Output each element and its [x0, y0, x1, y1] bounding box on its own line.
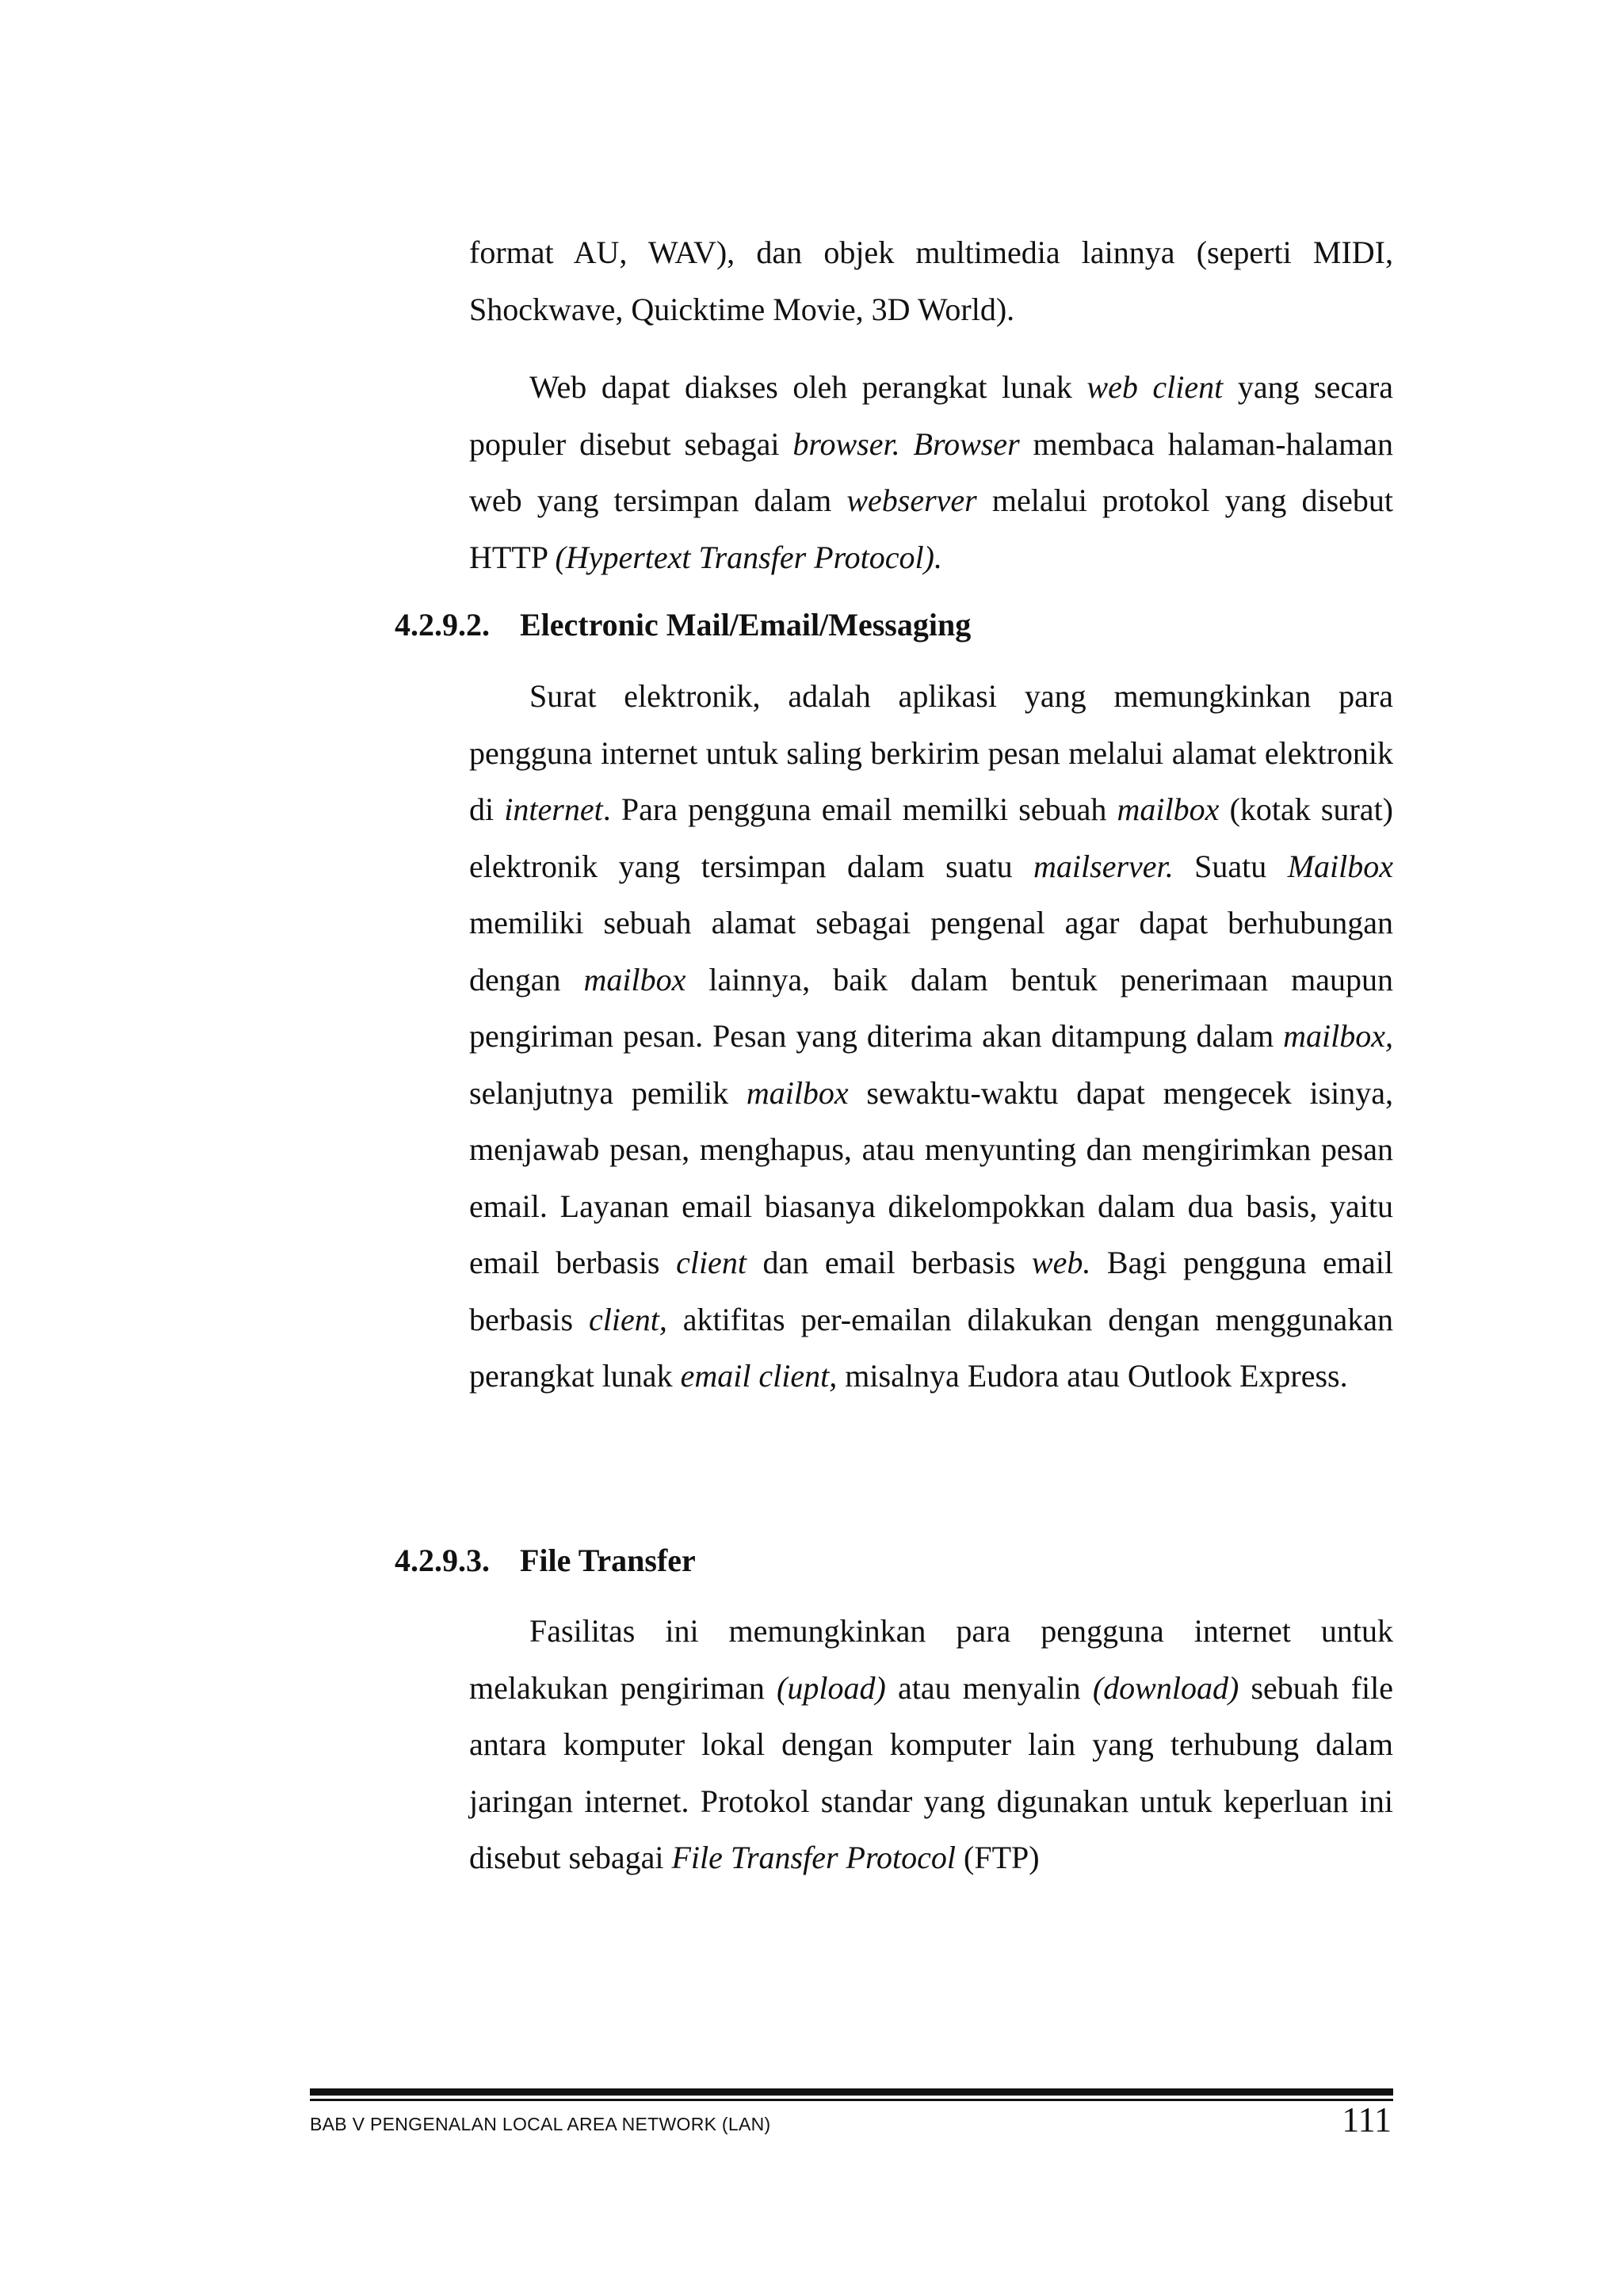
footer-chapter-title: BAB V PENGENALAN LOCAL AREA NETWORK (LAN)	[310, 2114, 771, 2134]
heading-number: 4.2.9.3.	[395, 1543, 490, 1578]
paragraph-web: Web dapat diakses oleh perangkat lunak web client yang secara populer disebut sebagai browser. Browser membaca halaman-halaman web yang tersimpan dalam webserver melalui protokol yang disebut HTTP (Hypertext Transfer Protocol).	[469, 369, 1394, 575]
heading-number: 4.2.9.2.	[395, 607, 490, 643]
paragraph-email: Surat elektronik, adalah aplikasi yang memungkinkan para pengguna internet untuk saling berkirim pesan melalui alamat elektronik di internet. Para pengguna email memilki sebuah mailbox (kotak surat) elektronik yang tersimpan dalam suatu mailserver. Suatu Mailbox memiliki sebuah alamat sebagai pengenal agar dapat berhubungan dengan mailbox lainnya, baik dalam bentuk penerimaan maupun pengiriman pesan. Pesan yang diterima akan ditampung dalam mailbox, selanjutnya pemilik mailbox sewaktu-waktu dapat mengecek isinya, menjawab pesan, menghapus, atau menyunting dan mengirimkan pesan email. Layanan email biasanya dikelompokkan dalam dua basis, yaitu email berbasis client dan email berbasis web. Bagi pengguna email berbasis client, aktifitas per-emailan dilakukan dengan menggunakan perangkat lunak email client, misalnya Eudora atau Outlook Express.	[469, 678, 1393, 1394]
page-number: 111	[1342, 2100, 1392, 2139]
footer-rule-thick	[310, 2088, 1393, 2096]
paragraph-file-transfer: Fasilitas ini memungkinkan para pengguna internet untuk melakukan pengiriman (upload) atau menyalin (download) sebuah file antara komputer lokal dengan komputer lain yang terhubung dalam jaringan internet. Protokol standar yang digunakan untuk keperluan ini disebut sebagai File Transfer Protocol (FTP)	[469, 1613, 1394, 1875]
heading-electronic-mail	[395, 597, 971, 654]
paragraph-intro: format AU, WAV), dan objek multimedia lainnya (seperti MIDI, Shockwave, Quicktime Movie, 3D World).	[469, 235, 1393, 327]
heading-file-transfer	[395, 1532, 696, 1589]
heading-title: File Transfer	[520, 1543, 696, 1578]
heading-title: Electronic Mail/Email/Messaging	[520, 607, 972, 643]
footer-rule-thin	[310, 2099, 1393, 2101]
